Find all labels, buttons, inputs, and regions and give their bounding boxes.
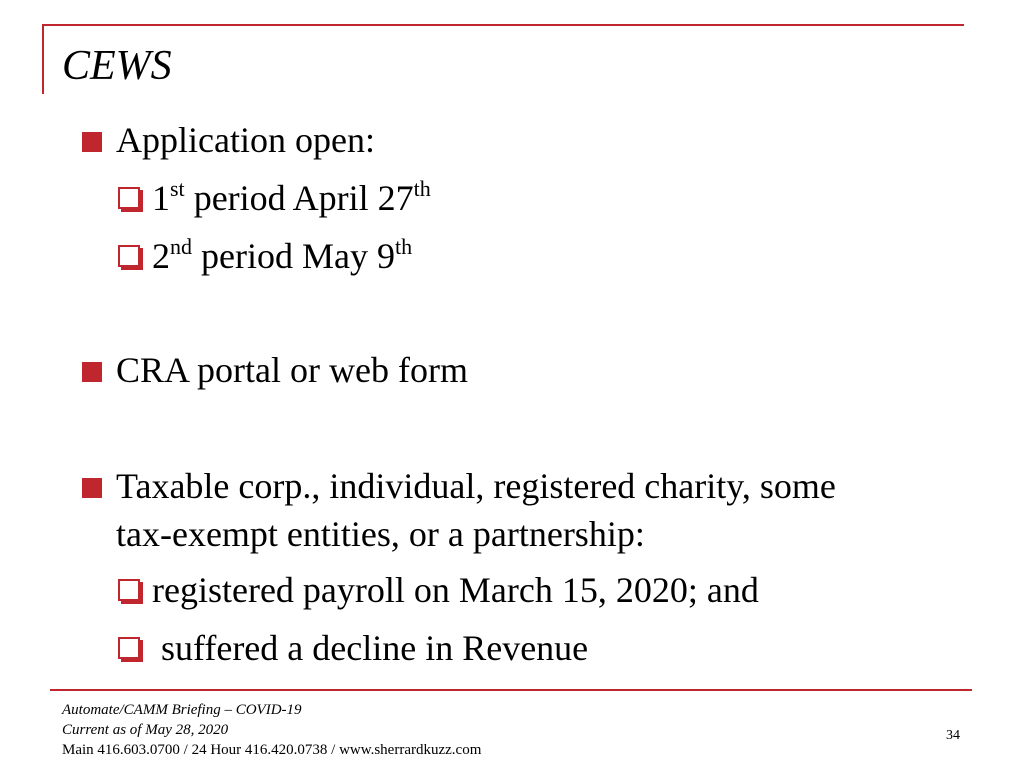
bullet-text-line1: Taxable corp., individual, registered charity, some bbox=[116, 466, 836, 506]
bullet-text: CRA portal or web form bbox=[116, 350, 468, 390]
sub-bullet-text bbox=[152, 175, 431, 221]
hollow-square-bullet-icon bbox=[118, 245, 140, 267]
footer-current-as-of: Current as of May 28, 2020 bbox=[62, 722, 229, 738]
footer-contact: Main 416.603.0700 / 24 Hour 416.420.0738 / www.sherrardkuzz.com bbox=[62, 742, 482, 758]
page-number: 34 bbox=[946, 728, 960, 743]
sub-bullet-text bbox=[152, 233, 412, 279]
slide-title: CEWS bbox=[62, 43, 172, 89]
hollow-square-bullet-icon bbox=[118, 637, 140, 659]
period-text: period April 27 bbox=[184, 178, 414, 218]
sub-bullet-text: suffered a decline in Revenue bbox=[152, 628, 589, 668]
sub-bullet-text: registered payroll on March 15, 2020; and bbox=[152, 570, 759, 610]
square-bullet-icon bbox=[82, 478, 102, 498]
day-suffix: th bbox=[413, 176, 431, 201]
square-bullet-icon bbox=[82, 132, 102, 152]
hollow-square-bullet-icon bbox=[118, 187, 140, 209]
ordinal-suffix: st bbox=[170, 176, 185, 201]
title-top-rule bbox=[42, 24, 964, 26]
bullet-text: Application open: bbox=[116, 120, 375, 160]
ordinal-number: 1 bbox=[152, 178, 170, 218]
day-suffix: th bbox=[394, 234, 413, 259]
square-bullet-icon bbox=[82, 362, 102, 382]
title-left-rule bbox=[42, 24, 44, 94]
footer-rule bbox=[50, 689, 972, 691]
period-text: period May 9 bbox=[192, 236, 395, 276]
footer-briefing: Automate/CAMM Briefing – COVID-19 bbox=[62, 702, 302, 718]
hollow-square-bullet-icon bbox=[118, 579, 140, 601]
bullet-text-line2: tax-exempt entities, or a partnership: bbox=[116, 514, 645, 554]
ordinal-suffix: nd bbox=[170, 234, 192, 259]
ordinal-number: 2 bbox=[152, 236, 170, 276]
